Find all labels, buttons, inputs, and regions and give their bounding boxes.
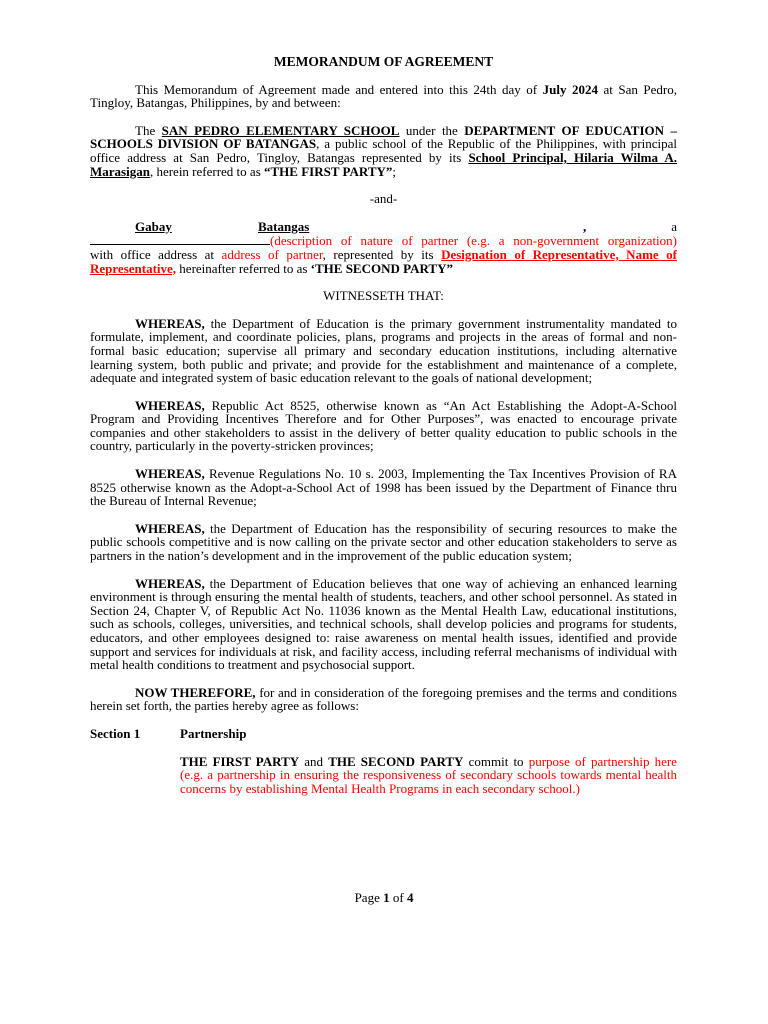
footer-page-word: Page: [354, 890, 384, 905]
document-body: [90, 55, 677, 795]
now-therefore-paragraph: [90, 686, 677, 713]
fp-under: under the: [399, 122, 465, 138]
current-page-number: 1: [383, 890, 390, 905]
partner-nature-placeholder: (description of nature of partner (e.g. a non-government organization): [270, 233, 677, 249]
now-therefore-text: for and in consideration of the foregoing premises and the terms and conditions herein set forth, the parties hereby agree as follows:: [90, 684, 677, 714]
whereas-text: Republic Act 8525, otherwise known as “An Act Establishing the Adopt-A-School Program and Providing Incentives Therefore and for Other Purposes”, was enacted to encourage private companies and other stakeholders to assist in the delivery of better quality education to public schools in the country, particularly in the poverty-stricken provinces;: [90, 397, 677, 454]
whereas-clause-1: [90, 317, 677, 385]
page-footer: [0, 890, 768, 906]
section-number: Section 1: [90, 725, 141, 741]
fp-text-2: , herein referred to as: [149, 163, 265, 179]
partnership-purpose-placeholder: purpose of partnership here (e.g. a partnership in ensuring the responsiveness of secondary schools towards mental health concerns by establishing Mental Health Programs in each secondary school.): [180, 753, 677, 796]
whereas-label: WHEREAS,: [135, 575, 205, 591]
blank-line: [90, 233, 270, 245]
sp-text-3: hereinafter referred to as: [176, 260, 311, 276]
partner-name-part-2: Batangas: [258, 218, 310, 234]
whereas-clause-4: [90, 522, 677, 563]
document-title: MEMORANDUM OF AGREEMENT: [273, 54, 494, 69]
whereas-text: the Department of Education believes that one way of achieving an enhanced learning environment is through ensuring the mental health of students, teachers, and other school personnel. As stated in Section 24, Chapter V, of Republic Act No. 11036 known as the Mental Health Law, educational institutions, such as schools, colleges, universities, and technical schools, shall develop policies and programs for students, educators, and other employees designed to: raise awareness on mental health issues, identified and provide support and services for individuals at risk, and facility access, including referral mechanisms of individual with metal health conditions to treatment and psychosocial support.: [90, 575, 677, 673]
second-party-line-2: [90, 233, 677, 248]
whereas-clause-5: [90, 577, 677, 672]
partner-name-part-1: Gabay: [135, 218, 172, 234]
partner-representative-placeholder: Designation of Representative, Name of Representative,: [90, 246, 677, 276]
s1-first-party: THE FIRST PARTY: [180, 753, 300, 769]
fp-the: The: [135, 122, 162, 138]
whereas-label: WHEREAS,: [135, 315, 205, 331]
total-pages: 4: [406, 890, 414, 905]
section-1-body: [180, 755, 677, 796]
school-name: SAN PEDRO ELEMENTARY SCHOOL: [161, 122, 400, 138]
first-party-paragraph: [90, 124, 677, 178]
whereas-clause-2: [90, 399, 677, 453]
section-title: Partnership: [180, 725, 247, 741]
second-party-label: ‘THE SECOND PARTY”: [310, 260, 453, 276]
second-party-paragraph: [90, 220, 677, 275]
second-party-line-1: [90, 220, 677, 234]
partner-name-comma: ,: [583, 218, 587, 234]
first-party-label: “THE FIRST PARTY”: [264, 163, 393, 179]
second-party-line-3: [90, 248, 677, 275]
fp-text-1: , a public school of the Republic of the Philippines, with principal office address at San Pedro, Tingloy, Batangas represented by its: [90, 136, 677, 165]
agreement-date: July 2024: [542, 81, 598, 97]
department-name: DEPARTMENT OF EDUCATION – SCHOOLS DIVISION OF BATANGAS: [90, 122, 677, 152]
witnesseth-heading: WITNESSETH THAT:: [323, 288, 444, 304]
and-separator: -and-: [369, 191, 398, 207]
first-party-representative: School Principal, Hilaria Wilma A. Marasigan: [90, 149, 678, 179]
whereas-text: the Department of Education has the responsibility of securing resources to make the public schools competitive and is now calling on the private sector and other education stakeholders to serve as partners in the nation’s development and in the improvement of the public education system;: [90, 520, 677, 564]
article-a: a: [671, 218, 677, 234]
s1-second-party: THE SECOND PARTY: [328, 753, 464, 769]
section-1-heading: [90, 727, 677, 741]
partner-address-placeholder: address of partner: [221, 246, 323, 262]
sp-text-1: with office address at: [90, 246, 222, 262]
fp-end: ;: [392, 163, 397, 179]
footer-of: of: [389, 890, 407, 905]
whereas-text: the Department of Education is the primary government instrumentality mandated to formulate, implement, and coordinate policies, plans, programs and projects in the areas of formal and non-formal basic education; supervise all primary and secondary education institutions, including alternative learning system, both public and private; and provide for the establishment and maintenance of a complete, adequate and integrated system of basic education relevant to the goals of national development;: [90, 315, 677, 386]
whereas-clause-3: [90, 467, 677, 508]
s1-and: and: [299, 753, 329, 769]
intro-text-2: at San Pedro, Tingloy, Batangas, Philippines, by and between:: [90, 81, 677, 111]
sp-text-2: , represented by its: [322, 246, 442, 262]
whereas-label: WHEREAS,: [135, 466, 205, 482]
intro-paragraph: [90, 83, 677, 110]
s1-commit: commit to: [463, 753, 529, 769]
whereas-text: Revenue Regulations No. 10 s. 2003, Implementing the Tax Incentives Provision of RA 8525 otherwise known as the Adopt-a-School Act of 1998 has been issued by the Department of Finance thru the Bureau of Internal Revenue;: [90, 466, 677, 509]
whereas-label: WHEREAS,: [135, 397, 205, 413]
whereas-label: WHEREAS,: [135, 520, 205, 536]
now-therefore-label: NOW THEREFORE,: [135, 684, 256, 700]
intro-text-1: This Memorandum of Agreement made and entered into this 24th day of: [135, 81, 543, 97]
